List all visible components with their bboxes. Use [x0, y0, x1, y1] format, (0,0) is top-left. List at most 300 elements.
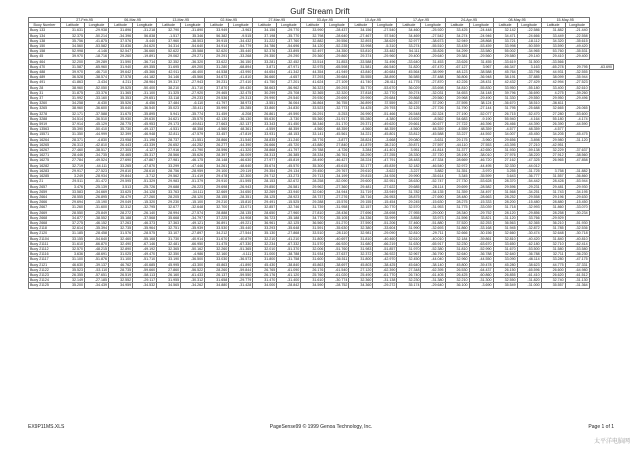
value-cell: 32.350 — [157, 252, 181, 257]
value-cell: -15.190 — [85, 200, 109, 205]
value-cell: -51.379 — [181, 179, 205, 184]
value-cell: 34.425 — [349, 106, 373, 111]
value-cell: 39.525 — [109, 85, 133, 90]
value-cell: 55.940 — [493, 116, 517, 121]
value-cell: 31.630 — [397, 241, 421, 246]
value-cell: 39.970 — [61, 70, 85, 75]
value-cell: -4.127 — [133, 148, 157, 153]
value-cell: 30.299 — [253, 90, 277, 95]
value-cell: -38.503 — [181, 38, 205, 43]
value-cell: -35.626 — [181, 153, 205, 158]
value-cell: 29.155 — [349, 200, 373, 205]
value-cell: 35.353 — [109, 96, 133, 101]
value-cell: -30.312 — [181, 278, 205, 283]
value-cell: -38.220 — [517, 153, 541, 158]
value-cell: 27.977 — [253, 158, 277, 163]
value-cell: 48.359 — [277, 127, 301, 132]
value-cell: 32.552 — [109, 278, 133, 283]
value-cell: -38.574 — [85, 75, 109, 80]
value-cell: 28.880 — [541, 200, 565, 205]
value-cell: 29.410 — [541, 54, 565, 59]
value-cell: -49.811 — [181, 122, 205, 127]
value-cell: -42.810 — [85, 142, 109, 147]
value-cell: 34.673 — [205, 75, 229, 80]
buoy-name-cell: Buoy 158 — [29, 49, 61, 54]
value-cell: -40.697 — [325, 236, 349, 241]
value-cell: -39.684 — [325, 75, 349, 80]
value-cell: -28.752 — [325, 283, 349, 288]
value-cell: -34.432 — [229, 38, 253, 43]
value-cell: 28.483 — [397, 158, 421, 163]
value-cell: -4.560 — [205, 127, 229, 132]
value-cell: -33.588 — [349, 59, 373, 64]
value-cell: 29.930 — [301, 96, 325, 101]
value-cell: 29.698 — [205, 184, 229, 189]
value-cell: 26.861 — [253, 111, 277, 116]
value-cell: -28.120 — [181, 194, 205, 199]
value-cell: 37.870 — [205, 85, 229, 90]
value-cell: 37.263 — [109, 220, 133, 225]
value-cell: 31.330 — [493, 96, 517, 101]
value-cell: 29.788 — [301, 148, 325, 153]
value-cell: 36.563 — [493, 220, 517, 225]
value-cell: 28.479 — [109, 194, 133, 199]
value-cell: -49.620 — [373, 122, 397, 127]
value-cell: 54.299 — [445, 49, 469, 54]
value-cell: -27.276 — [325, 194, 349, 199]
value-cell: -68.894 — [229, 64, 253, 69]
value-cell: 27.916 — [157, 148, 181, 153]
value-cell: -22.586 — [517, 28, 541, 33]
value-cell: -36.788 — [469, 252, 493, 257]
value-cell: 38.510 — [517, 101, 541, 106]
value-cell: 27.955 — [397, 210, 421, 215]
value-cell: 3.882 — [421, 168, 445, 173]
value-cell: -64.980 — [565, 267, 589, 272]
value-cell: 33.590 — [541, 44, 565, 49]
value-cell: -44.252 — [181, 142, 205, 147]
value-cell: -49.420 — [565, 44, 589, 49]
value-cell: 52.998 — [61, 49, 85, 54]
value-cell: -32.746 — [277, 205, 301, 210]
value-cell: -37.720 — [421, 153, 445, 158]
value-cell: -29.090 — [373, 231, 397, 236]
value-cell: -29.640 — [421, 283, 445, 288]
value-cell: -62.390 — [373, 267, 397, 272]
buoy-name-cell: Buoy 45 — [29, 54, 61, 59]
date-header: 03-Apr-95 — [301, 18, 349, 23]
value-cell: 26.176 — [253, 272, 277, 277]
value-cell: -66.219 — [373, 241, 397, 246]
value-cell: 29.656 — [493, 137, 517, 142]
value-cell: 53.760 — [541, 49, 565, 54]
value-cell: 43.840 — [349, 70, 373, 75]
value-cell: 31.600 — [301, 257, 325, 262]
value-cell: -34.944 — [325, 189, 349, 194]
value-cell: 32.149 — [61, 278, 85, 283]
value-cell: 29.983 — [157, 179, 181, 184]
value-cell: -53.628 — [469, 179, 493, 184]
buoy-name-cell: Buoy 470 — [29, 64, 61, 69]
value-cell: 27.553 — [469, 142, 493, 147]
value-cell: -15.630 — [421, 200, 445, 205]
value-cell: -65.598 — [325, 64, 349, 69]
value-cell: -51.270 — [325, 220, 349, 225]
value-cell: -46.710 — [85, 70, 109, 75]
value-cell: 31.719 — [349, 189, 373, 194]
value-cell: 29.990 — [253, 96, 277, 101]
value-cell: -53.582 — [85, 44, 109, 49]
value-cell: 29.374 — [349, 54, 373, 59]
value-cell: -6.430 — [85, 101, 109, 106]
value-cell: -44.040 — [421, 257, 445, 262]
value-cell: 29.288 — [301, 200, 325, 205]
value-cell: 36.660 — [253, 75, 277, 80]
value-cell: -31.428 — [229, 283, 253, 288]
value-cell: 32.882 — [301, 38, 325, 43]
value-cell: -31.120 — [493, 215, 517, 220]
value-cell: 52.622 — [157, 49, 181, 54]
value-cell: 26.160 — [157, 272, 181, 277]
buoy-name-cell: Buoy 488 — [29, 70, 61, 75]
value-cell: 57.540 — [373, 33, 397, 38]
value-cell: 28.330 — [397, 153, 421, 158]
value-cell: 28.555 — [61, 194, 85, 199]
value-cell: 26.519 — [109, 272, 133, 277]
value-cell: 28.776 — [301, 137, 325, 142]
value-cell: -30.774 — [325, 278, 349, 283]
value-cell: -31.400 — [277, 278, 301, 283]
value-cell: 54.111 — [397, 49, 421, 54]
value-cell: -50.214 — [85, 33, 109, 38]
value-cell: -46.630 — [229, 158, 253, 163]
value-cell: 33.625 — [109, 189, 133, 194]
value-cell: -47.819 — [229, 132, 253, 137]
value-cell: 26.176 — [301, 267, 325, 272]
value-cell: 28.258 — [301, 179, 325, 184]
value-cell: -45.129 — [85, 122, 109, 127]
value-cell: -15.525 — [277, 200, 301, 205]
value-cell: -51.876 — [85, 257, 109, 262]
value-cell: -28.698 — [373, 210, 397, 215]
value-cell: -36.540 — [133, 106, 157, 111]
value-cell: 31.325 — [157, 90, 181, 95]
value-cell: -29.640 — [421, 54, 445, 59]
value-cell: 31.695 — [157, 64, 181, 69]
value-cell: -34.830 — [277, 106, 301, 111]
value-cell: 32.798 — [301, 33, 325, 38]
value-cell: -49.121 — [181, 220, 205, 225]
value-cell: -55.830 — [469, 85, 493, 90]
value-cell: 3.951 — [397, 148, 421, 153]
value-cell: -49.192 — [133, 246, 157, 251]
value-cell: -35.964 — [133, 226, 157, 231]
value-cell: 28.756 — [157, 168, 181, 173]
buoy-name-cell: Buoy 21 — [29, 179, 61, 184]
value-cell: 29.062 — [157, 54, 181, 59]
value-cell: 34.621 — [157, 116, 181, 121]
value-cell: 33.721 — [493, 38, 517, 43]
value-cell: -33.940 — [277, 189, 301, 194]
value-cell: -27.868 — [277, 231, 301, 236]
value-cell: 37.290 — [421, 101, 445, 106]
value-cell: 29.713 — [301, 174, 325, 179]
value-cell: 32.269 — [253, 189, 277, 194]
value-cell: 32.972 — [445, 163, 469, 168]
value-cell: 29.968 — [445, 96, 469, 101]
value-cell: -37.331 — [565, 262, 589, 267]
value-cell: 33.766 — [517, 215, 541, 220]
value-cell: 32.450 — [397, 257, 421, 262]
value-cell: -27.185 — [85, 278, 109, 283]
value-cell: 48.359 — [517, 127, 541, 132]
value-cell: -36.130 — [229, 116, 253, 121]
buoy-name-cell: Buoy 21116 — [29, 252, 61, 257]
value-cell: 29.450 — [301, 168, 325, 173]
value-cell: -44.390 — [229, 142, 253, 147]
value-cell: 31.743 — [541, 189, 565, 194]
value-cell: -30.718 — [565, 231, 589, 236]
value-cell: 28.875 — [397, 194, 421, 199]
value-cell: -40.420 — [517, 236, 541, 241]
value-cell: -29.272 — [373, 283, 397, 288]
value-cell: -51.466 — [373, 111, 397, 116]
value-cell: 33.998 — [493, 44, 517, 49]
value-cell: 32.570 — [61, 246, 85, 251]
value-cell: -33.640 — [397, 59, 421, 64]
value-cell: -54.640 — [181, 44, 205, 49]
value-cell: -33.566 — [541, 59, 565, 64]
value-cell: -36.511 — [325, 257, 349, 262]
value-cell: -53.500 — [517, 246, 541, 251]
value-cell: -35.648 — [277, 226, 301, 231]
value-cell: -32.872 — [517, 226, 541, 231]
value-cell: 46.630 — [61, 262, 85, 267]
value-cell: 31.800 — [349, 257, 373, 262]
value-cell: -27.523 — [565, 80, 589, 85]
value-cell: 32.665 — [541, 106, 565, 111]
value-cell: -29.550 — [517, 96, 541, 101]
value-cell: -24.666 — [517, 33, 541, 38]
value-cell: -46.114 — [517, 257, 541, 262]
value-cell: 28.835 — [253, 137, 277, 142]
value-cell: 45.764 — [493, 70, 517, 75]
value-cell: -25.920 — [421, 28, 445, 33]
value-cell: -34.350 — [325, 49, 349, 54]
value-cell: -27.429 — [517, 80, 541, 85]
value-cell: -52.470 — [517, 111, 541, 116]
value-cell: 31.610 — [61, 241, 85, 246]
value-cell: -66.347 — [493, 64, 517, 69]
value-cell: 34.810 — [445, 85, 469, 90]
value-cell: -36.922 — [373, 252, 397, 257]
value-cell: -33.273 — [277, 174, 301, 179]
buoy-table — [28, 17, 614, 289]
value-cell: -29.651 — [133, 96, 157, 101]
value-cell: -54.696 — [277, 44, 301, 49]
value-cell: 27.305 — [109, 148, 133, 153]
value-cell: 31.790 — [445, 106, 469, 111]
value-cell: 31.860 — [541, 205, 565, 210]
value-cell: 27.690 — [109, 158, 133, 163]
value-cell: 32.125 — [397, 106, 421, 111]
value-cell: -3.960 — [469, 137, 493, 142]
buoy-name-cell: Buoy 2667 — [29, 205, 61, 210]
value-cell: -31.364 — [565, 283, 589, 288]
value-cell: -6.110 — [181, 101, 205, 106]
value-cell: 48.359 — [421, 127, 445, 132]
value-cell: -28.458 — [85, 231, 109, 236]
value-cell: -29.560 — [421, 96, 445, 101]
value-cell: 31.000 — [253, 252, 277, 257]
value-cell: 31.730 — [157, 236, 181, 241]
value-cell: -40.810 — [565, 236, 589, 241]
value-cell: 28.994 — [157, 210, 181, 215]
value-cell: 32.751 — [157, 226, 181, 231]
date-header: 27-Feb-95 — [61, 18, 109, 23]
value-cell: 28.272 — [109, 210, 133, 215]
value-cell: 34.156 — [253, 28, 277, 33]
value-cell: 27.120 — [349, 267, 373, 272]
col-header-latitude: Latitude — [205, 23, 229, 28]
value-cell: -49.470 — [133, 252, 157, 257]
value-cell: -19.891 — [133, 54, 157, 59]
value-cell: 27.348 — [397, 267, 421, 272]
value-cell: 29.810 — [109, 168, 133, 173]
value-cell: 29.712 — [253, 174, 277, 179]
value-cell: 27.280 — [541, 111, 565, 116]
value-cell: -40.010 — [421, 236, 445, 241]
value-cell: 33.274 — [397, 44, 421, 49]
value-cell: 31.100 — [109, 257, 133, 262]
value-cell: 48.123 — [445, 70, 469, 75]
value-cell: 31.875 — [61, 90, 85, 95]
value-cell: -38.890 — [373, 75, 397, 80]
value-cell: -26.223 — [181, 184, 205, 189]
value-cell: -34.908 — [229, 215, 253, 220]
value-cell: -38.588 — [469, 70, 493, 75]
value-cell: -27.109 — [325, 80, 349, 85]
buoy-name-cell: Buoy 134 — [29, 33, 61, 38]
value-cell: 32.200 — [61, 59, 85, 64]
value-cell: -59.293 — [325, 85, 349, 90]
buoy-name-cell: Buoy 21123 — [29, 272, 61, 277]
value-cell: -61.540 — [325, 267, 349, 272]
value-cell: 27.784 — [61, 158, 85, 163]
value-cell: -52.324 — [421, 111, 445, 116]
col-header-longitude: Longitude — [85, 23, 109, 28]
value-cell: 32.550 — [493, 278, 517, 283]
value-cell: -4.726 — [325, 148, 349, 153]
value-cell: -33.160 — [85, 96, 109, 101]
value-cell: 32.006 — [301, 246, 325, 251]
buoy-name-cell: Buoy 489 — [29, 75, 61, 80]
value-cell: -29.140 — [517, 54, 541, 59]
buoy-name-cell: Buoy 21112 — [29, 246, 61, 251]
value-cell: -25.726 — [133, 184, 157, 189]
value-cell: -27.540 — [373, 28, 397, 33]
value-cell: 39.317 — [157, 80, 181, 85]
value-cell: 38.191 — [493, 75, 517, 80]
value-cell: -4.380 — [373, 116, 397, 121]
value-cell: -60.860 — [469, 272, 493, 277]
value-cell: -28.610 — [133, 168, 157, 173]
value-cell: 32.210 — [445, 278, 469, 283]
value-cell: 28.371 — [61, 137, 85, 142]
value-cell: -65.960 — [85, 64, 109, 69]
value-cell: -47.870 — [133, 163, 157, 168]
value-cell: -24.946 — [469, 33, 493, 38]
value-cell: 34.007 — [493, 132, 517, 137]
value-cell: -51.710 — [133, 257, 157, 262]
value-cell: -28.923 — [277, 194, 301, 199]
value-cell: 31.557 — [541, 174, 565, 179]
value-cell: 35.200 — [61, 283, 85, 288]
value-cell: -41.879 — [349, 142, 373, 147]
value-cell: 46.762 — [109, 262, 133, 267]
value-cell: 35.130 — [253, 231, 277, 236]
value-cell: 45.863 — [205, 262, 229, 267]
buoy-name-cell: Buoy 3278 — [29, 111, 61, 116]
value-cell: 26.965 — [541, 158, 565, 163]
value-cell: -4.559 — [445, 127, 469, 132]
value-cell: -36.230 — [565, 252, 589, 257]
value-cell: 34.770 — [301, 215, 325, 220]
value-cell: 29.371 — [349, 122, 373, 127]
value-cell: 32.375 — [61, 33, 85, 38]
value-cell: -38.840 — [277, 262, 301, 267]
value-cell: 36.891 — [205, 220, 229, 225]
value-cell: 33.400 — [541, 85, 565, 90]
buoy-name-cell: Buoy 2121 — [29, 262, 61, 267]
date-header: 06-Mar-95 — [109, 18, 157, 23]
value-cell: 26.277 — [205, 142, 229, 147]
value-cell: 32.975 — [301, 64, 325, 69]
value-cell: -43.300 — [181, 262, 205, 267]
buoy-name-cell: Buoy 16282 — [29, 163, 61, 168]
value-cell: -44.390 — [517, 122, 541, 127]
value-cell: -37.568 — [133, 215, 157, 220]
value-cell: -52.253 — [469, 220, 493, 225]
value-cell: 43.692 — [397, 116, 421, 121]
value-cell: 3.758 — [541, 168, 565, 173]
value-cell: 28.630 — [397, 179, 421, 184]
value-cell: -51.329 — [133, 179, 157, 184]
value-cell: -36.790 — [421, 252, 445, 257]
value-cell: -27.622 — [373, 184, 397, 189]
value-cell: 26.291 — [301, 111, 325, 116]
value-cell: -55.180 — [517, 85, 541, 90]
value-cell: -46.427 — [325, 158, 349, 163]
value-cell: -45.819 — [277, 158, 301, 163]
value-cell: 39.796 — [493, 90, 517, 95]
value-cell: -32.536 — [565, 226, 589, 231]
value-cell: -48.691 — [85, 252, 109, 257]
value-cell: 37.559 — [373, 101, 397, 106]
buoy-name-cell: Buoy 16271 — [29, 153, 61, 158]
value-cell: -26.895 — [85, 194, 109, 199]
value-cell: 31.185 — [61, 231, 85, 236]
value-cell: 35.557 — [541, 283, 565, 288]
value-cell: -33.482 — [373, 49, 397, 54]
value-cell: -31.540 — [229, 137, 253, 142]
value-cell: 35.549 — [493, 283, 517, 288]
value-cell: 34.146 — [157, 75, 181, 80]
value-cell: -27.943 — [181, 80, 205, 85]
value-cell: -41.875 — [85, 38, 109, 43]
value-cell: -52.747 — [421, 179, 445, 184]
value-cell: 28.224 — [349, 158, 373, 163]
